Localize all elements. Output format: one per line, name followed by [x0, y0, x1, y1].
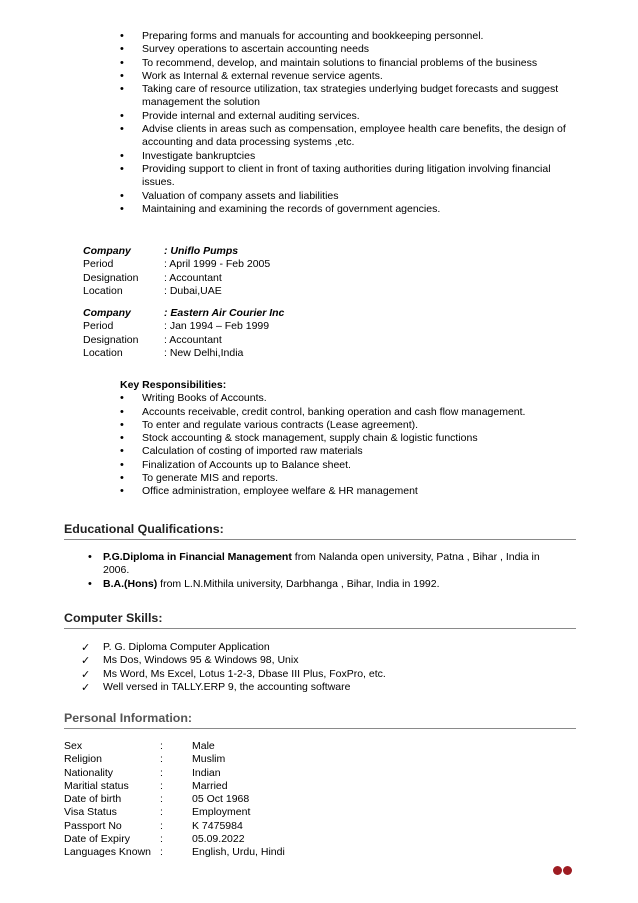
degree-name: B.A.(Hons) — [103, 577, 158, 590]
table-row — [64, 767, 484, 780]
list-item: • Calculation of costing of imported raw materials — [120, 445, 580, 458]
row-value: Employment — [192, 806, 251, 819]
company-row — [83, 245, 403, 258]
list-item: • Providing support to client in front of taxing authorities during litigation involving financial issues. — [120, 163, 575, 190]
row-value: Married — [192, 779, 228, 792]
location-value: : Dubai,UAE — [164, 284, 222, 297]
row-value: K 7475984 — [192, 819, 243, 832]
row-value: English, Urdu, Hindi — [192, 846, 285, 859]
list-item: • Work as Internal & external revenue service agents. — [120, 70, 575, 83]
row-label: Date of birth — [64, 793, 122, 806]
list-item: • Writing Books of Accounts. — [120, 392, 580, 405]
footer-logo-icon — [553, 866, 573, 876]
skills-list — [80, 641, 550, 694]
row-label: Nationality — [64, 766, 114, 779]
table-row — [64, 753, 484, 766]
table-row — [64, 740, 484, 753]
responsibilities-title: Key Responsibilities: — [120, 379, 227, 391]
company-block-eastern-air — [83, 307, 403, 360]
education-heading: Educational Qualifications: — [64, 522, 576, 540]
list-item — [88, 578, 558, 591]
row-separator: : — [160, 793, 163, 806]
company-value: : Uniflo Pumps — [164, 245, 239, 257]
list-item: • Survey operations to ascertain accounting needs — [120, 43, 575, 56]
duties-list — [120, 30, 575, 216]
list-item: • Accounts receivable, credit control, banking operation and cash flow management. — [120, 406, 580, 419]
row-value: 05 Oct 1968 — [192, 793, 250, 806]
designation-row — [83, 334, 403, 347]
list-item: ✓ Ms Dos, Windows 95 & Windows 98, Unix — [80, 654, 550, 667]
row-separator: : — [160, 753, 163, 766]
list-item: • To generate MIS and reports. — [120, 472, 580, 485]
table-row — [64, 793, 484, 806]
list-item: • Advise clients in areas such as compensation, employee health care benefits, the design of accounting and data processing systems ,etc. — [120, 123, 575, 150]
table-row — [64, 780, 484, 793]
responsibilities-list — [120, 392, 580, 498]
row-label: Religion — [64, 753, 102, 766]
row-separator: : — [160, 819, 163, 832]
row-separator: : — [160, 846, 163, 859]
row-separator: : — [160, 740, 163, 752]
location-value: : New Delhi,India — [164, 346, 244, 359]
list-item: • Valuation of company assets and liabilities — [120, 190, 575, 203]
row-value: Male — [192, 740, 215, 752]
period-row — [83, 320, 403, 333]
list-item: • Provide internal and external auditing services. — [120, 110, 575, 123]
designation-label: Designation — [83, 333, 139, 346]
period-row — [83, 258, 403, 271]
location-label: Location — [83, 346, 123, 359]
row-separator: : — [160, 779, 163, 792]
location-row — [83, 285, 403, 298]
list-item: • Stock accounting & stock management, supply chain & logistic functions — [120, 432, 580, 445]
company-row — [83, 307, 403, 320]
period-label: Period — [83, 258, 114, 271]
degree-name: P.G.Diploma in Financial Management — [103, 551, 292, 563]
list-item: • Investigate bankruptcies — [120, 150, 575, 163]
company-value: : Eastern Air Courier Inc — [164, 307, 285, 319]
designation-row — [83, 272, 403, 285]
personal-info-heading: Personal Information: — [64, 711, 576, 729]
period-label: Period — [83, 320, 114, 333]
education-list — [88, 551, 558, 591]
list-item: ✓ Well versed in TALLY.ERP 9, the accounting software — [80, 681, 550, 694]
row-label: Visa Status — [64, 806, 117, 819]
row-separator: : — [160, 806, 163, 819]
location-label: Location — [83, 284, 123, 297]
row-label: Languages Known — [64, 846, 151, 859]
table-row — [64, 846, 484, 859]
list-item: • To recommend, develop, and maintain solutions to financial problems of the business — [120, 57, 575, 70]
row-label: Date of Expiry — [64, 833, 130, 846]
table-row — [64, 833, 484, 846]
logo-dot-icon — [563, 866, 572, 875]
list-item: • Preparing forms and manuals for accounting and bookkeeping personnel. — [120, 30, 575, 43]
personal-info-table — [64, 740, 484, 860]
period-value: : April 1999 - Feb 2005 — [164, 258, 271, 271]
table-row — [64, 806, 484, 819]
location-row — [83, 347, 403, 360]
list-item: ✓ P. G. Diploma Computer Application — [80, 641, 550, 654]
designation-value: : Accountant — [164, 333, 222, 346]
computer-skills-heading: Computer Skills: — [64, 611, 576, 629]
list-item — [88, 551, 558, 578]
company-label: Company — [83, 307, 131, 319]
list-item: • To enter and regulate various contracts (Lease agreement). — [120, 419, 580, 432]
list-item: ✓ Ms Word, Ms Excel, Lotus 1-2-3, Dbase III Plus, FoxPro, etc. — [80, 668, 550, 681]
row-separator: : — [160, 833, 163, 846]
row-value: Indian — [192, 766, 221, 779]
logo-dot-icon — [553, 866, 562, 875]
degree-detail: from Nalanda open university, Patna , Bihar , India in 2006. — [103, 551, 540, 577]
row-label: Sex — [64, 740, 83, 752]
list-item: • Office administration, employee welfare & HR management — [120, 485, 580, 498]
list-item: • Finalization of Accounts up to Balance sheet. — [120, 459, 580, 472]
row-label: Maritial status — [64, 779, 129, 792]
company-label: Company — [83, 245, 131, 257]
key-responsibilities — [120, 379, 580, 499]
degree-detail: from L.N.Mithila university, Darbhanga , Bihar, India in 1992. — [157, 577, 440, 590]
period-value: : Jan 1994 – Feb 1999 — [164, 320, 270, 333]
row-value: Muslim — [192, 753, 226, 766]
designation-value: : Accountant — [164, 271, 222, 284]
company-block-uniflo — [83, 245, 403, 298]
table-row — [64, 820, 484, 833]
designation-label: Designation — [83, 271, 139, 284]
row-separator: : — [160, 766, 163, 779]
list-item: • Taking care of resource utilization, tax strategies underlying budget forecasts and suggest management the solution — [120, 83, 575, 110]
list-item: • Maintaining and examining the records of government agencies. — [120, 203, 575, 216]
row-value: 05.09.2022 — [192, 833, 245, 846]
row-label: Passport No — [64, 819, 122, 832]
